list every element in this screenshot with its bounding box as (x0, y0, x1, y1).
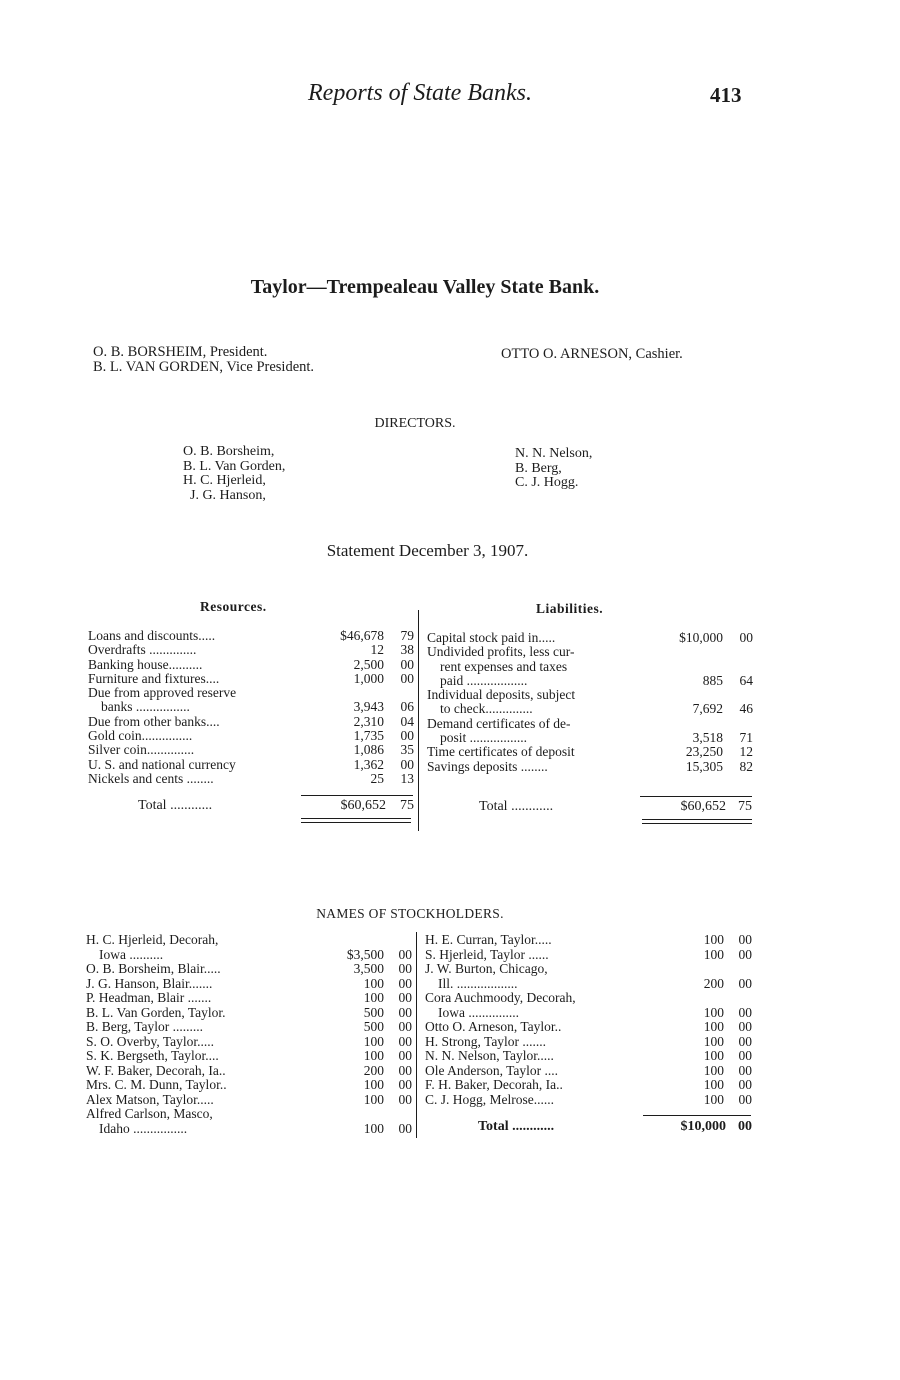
liability-row (427, 645, 753, 659)
director-name: C. J. Hogg. (515, 475, 579, 490)
liability-row-dollars: 23,250 (685, 744, 723, 760)
resource-row (88, 658, 414, 672)
stockholder-row (425, 991, 752, 1006)
stockholder-row-label: Cora Auchmoody, Decorah, (425, 991, 576, 1005)
resource-row-label: U. S. and national currency (88, 757, 236, 772)
stockholder-row-cents: 00 (738, 1091, 752, 1107)
resource-row-dollars: 1,735 (353, 728, 384, 744)
stockholder-row (86, 1064, 412, 1079)
stockholder-row-dollars: 100 (703, 1033, 724, 1049)
liability-row (427, 688, 753, 702)
stockholder-row (425, 1049, 752, 1064)
resources-total-dollars: $60,652 (340, 798, 386, 813)
stockholder-row-label: S. K. Bergseth, Taylor.... (86, 1049, 219, 1063)
resource-row-cents: 00 (400, 728, 414, 744)
stockholder-row-label: Ole Anderson, Taylor .... (425, 1063, 559, 1078)
liability-row-cents: 64 (739, 672, 753, 688)
liability-row-label: Individual deposits, subject (427, 688, 576, 703)
director-name: J. G. Hanson, (190, 487, 266, 503)
stockholder-row-label: F. H. Baker, Decorah, Ia.. (425, 1078, 563, 1092)
resource-row-dollars: 1,086 (353, 742, 384, 758)
stockholders-title: NAMES OF STOCKHOLDERS. (316, 906, 504, 921)
director-name: B. Berg, (515, 460, 562, 476)
resources-total-rule (301, 795, 413, 796)
stockholder-row-label: Iowa .......... (99, 947, 164, 962)
liability-row-dollars: 7,692 (692, 701, 723, 717)
stockholder-row (86, 1006, 412, 1021)
resources-total-double-rule (301, 818, 411, 823)
stockholder-row-cents: 00 (398, 1091, 412, 1107)
liability-row-dollars: 3,518 (692, 730, 723, 746)
resource-row (88, 686, 414, 700)
resource-row-cents (384, 686, 414, 700)
stockholder-row-dollars (651, 962, 724, 977)
stockholder-row-label: S. O. Overby, Taylor..... (86, 1034, 215, 1049)
directors-left-list (183, 445, 285, 503)
stockholder-row-cents: 00 (398, 946, 412, 962)
stockholder-row-dollars: 200 (363, 1062, 384, 1078)
liability-row (427, 702, 753, 716)
stockholder-row-label: P. Headman, Blair ....... (86, 991, 212, 1005)
resource-row-dollars: $46,678 (340, 628, 384, 643)
stockholder-row-label: J. G. Hanson, Blair....... (86, 976, 213, 991)
liability-row-dollars: 885 (702, 672, 723, 688)
stockholder-row-cents: 00 (398, 1048, 412, 1063)
liability-row-label: Capital stock paid in..... (427, 631, 556, 645)
stockholder-row-cents (384, 1107, 412, 1122)
stockholder-row-cents (724, 991, 752, 1006)
resource-row-label: Overdrafts .............. (88, 643, 197, 658)
stockholder-row-cents: 00 (738, 1062, 752, 1078)
resource-row-label: Due from approved reserve (88, 686, 237, 701)
liability-row-dollars: 15,305 (685, 758, 723, 774)
stockholder-row-dollars: $3,500 (346, 946, 384, 962)
stockholder-row (86, 1020, 412, 1035)
stockholder-row (425, 933, 752, 948)
liabilities-total-cents: 75 (738, 799, 752, 814)
liability-row-label: Time certificates of deposit (427, 745, 575, 760)
stockholder-row (86, 1093, 412, 1108)
stockholders-total-cents: 00 (738, 1119, 752, 1134)
liability-row-cents (723, 660, 753, 674)
liability-row-label: posit ................. (440, 731, 528, 746)
stockholder-row-dollars: 500 (363, 1019, 384, 1034)
stockholder-row-cents: 00 (398, 961, 412, 976)
running-title: Reports of State Banks. (308, 80, 532, 106)
liabilities-total-rule (640, 796, 752, 797)
stockholder-row-label: Iowa ............... (438, 1005, 519, 1020)
stockholder-row-dollars: 100 (363, 990, 384, 1005)
stockholder-row (86, 948, 412, 963)
stockholder-row-dollars: 100 (703, 932, 724, 947)
stockholder-row-cents: 00 (398, 1004, 412, 1020)
stockholder-row-cents: 00 (738, 932, 752, 947)
liability-row (427, 717, 753, 731)
resources-total-label: Total ............ (138, 798, 213, 813)
director-name: B. L. Van Gorden, (183, 458, 286, 474)
resource-row-cents: 00 (400, 656, 414, 672)
liability-row-label: to check.............. (440, 702, 533, 717)
liability-row-cents (723, 688, 753, 702)
stockholder-row-dollars: 100 (363, 975, 384, 991)
liability-row-label: Demand certificates of de- (427, 716, 571, 731)
resource-row-dollars (310, 686, 384, 700)
stockholder-row (86, 1035, 412, 1050)
stockholder-row-label: Mrs. C. M. Dunn, Taylor.. (86, 1078, 227, 1092)
stockholders-total-label: Total ............ (478, 1119, 555, 1134)
liability-row-label: Savings deposits ........ (427, 759, 548, 774)
liability-row-cents: 71 (739, 730, 753, 746)
stockholder-row (425, 1006, 752, 1021)
liability-row-cents: 12 (739, 744, 753, 760)
stockholder-row-cents: 00 (398, 990, 412, 1005)
stockholder-row-dollars: 100 (703, 1091, 724, 1107)
resource-row-cents: 38 (400, 642, 414, 658)
stockholder-row-cents: 00 (738, 975, 752, 991)
resource-row-cents: 00 (400, 756, 414, 772)
liability-row (427, 731, 753, 745)
resource-row (88, 672, 414, 686)
statement-title: Statement December 3, 1907. (326, 541, 529, 560)
resource-row-dollars: 1,362 (353, 756, 384, 772)
resource-row (88, 729, 414, 743)
resource-row (88, 772, 414, 786)
liabilities-total-dollars: $60,652 (680, 799, 726, 814)
liability-row-cents (723, 717, 753, 731)
liability-row-dollars (653, 660, 723, 674)
stockholder-row-cents: 00 (738, 1077, 752, 1092)
stockholder-row-label: B. Berg, Taylor ......... (86, 1020, 204, 1034)
liability-row-cents (723, 645, 753, 659)
stockholder-row-label: W. F. Baker, Decorah, Ia.. (86, 1063, 226, 1078)
stockholder-row (425, 948, 752, 963)
vice-president-line: B. L. VAN GORDEN, Vice President. (93, 359, 315, 375)
director-name: O. B. Borsheim, (183, 444, 275, 459)
resource-row-dollars: 2,310 (353, 713, 384, 729)
stockholders-left-table (86, 933, 412, 1136)
stockholder-row-cents (724, 962, 752, 977)
resource-row-dollars: 25 (370, 770, 384, 786)
liability-row-cents: 46 (739, 701, 753, 717)
stockholder-row (425, 1020, 752, 1035)
stockholder-row (86, 1049, 412, 1064)
resource-row-label: Furniture and fixtures.... (88, 671, 220, 686)
stockholder-row-cents: 00 (738, 1004, 752, 1020)
stockholder-row-label: H. C. Hjerleid, Decorah, (86, 933, 219, 947)
resource-row-label: Due from other banks.... (88, 714, 220, 729)
stockholder-row-label: O. B. Borsheim, Blair..... (86, 962, 221, 976)
stockholders-total-dollars: $10,000 (680, 1119, 726, 1134)
stockholder-row-label: J. W. Burton, Chicago, (425, 962, 548, 976)
liability-row-dollars (653, 645, 723, 659)
president-line: O. B. BORSHEIM, President. (93, 344, 268, 360)
stockholder-row-dollars (308, 933, 384, 948)
liability-row-cents: 00 (739, 630, 753, 645)
stockholder-row-dollars: 100 (703, 1077, 724, 1092)
stockholder-row (86, 991, 412, 1006)
director-name: N. N. Nelson, (515, 446, 593, 461)
liability-row-label: rent expenses and taxes (440, 659, 568, 674)
stockholder-row-dollars: 100 (703, 1062, 724, 1078)
stockholder-row-dollars (308, 1107, 384, 1122)
resource-row-label: Silver coin.............. (88, 743, 195, 758)
stockholder-row-label: Otto O. Arneson, Taylor.. (425, 1020, 562, 1034)
stockholder-row-dollars: 100 (363, 1091, 384, 1107)
page-number: 413 (710, 83, 742, 107)
stockholder-row-dollars: 100 (703, 1019, 724, 1034)
resource-row-dollars: 12 (370, 642, 384, 658)
resource-row (88, 743, 414, 757)
stockholder-row (86, 1122, 412, 1137)
resource-row-label: banks ................ (101, 700, 190, 715)
stockholder-row-dollars: 100 (703, 1048, 724, 1063)
stockholder-row (425, 1093, 752, 1108)
liability-row (427, 674, 753, 688)
liability-row (427, 660, 753, 674)
resource-row-label: Gold coin............... (88, 729, 193, 744)
stockholder-row-dollars (651, 991, 724, 1006)
stockholder-row-dollars: 100 (703, 1004, 724, 1020)
stockholder-row (425, 977, 752, 992)
statement-column-divider (418, 610, 419, 831)
stockholder-row-cents: 00 (738, 1048, 752, 1063)
resource-row-label: Nickels and cents ........ (88, 771, 214, 786)
stockholder-row (425, 1035, 752, 1050)
stockholder-row-label: N. N. Nelson, Taylor..... (425, 1049, 554, 1063)
stockholders-right-table (425, 933, 752, 1107)
liability-row-cents: 82 (739, 758, 753, 774)
stockholders-column-divider (416, 932, 417, 1138)
resource-row-cents: 06 (400, 699, 414, 715)
resources-table (88, 629, 414, 786)
resource-row (88, 758, 414, 772)
resource-row-dollars: 1,000 (353, 670, 384, 686)
liabilities-heading: Liabilities. (536, 601, 604, 616)
bank-title: Taylor—Trempealeau Valley State Bank. (250, 276, 600, 298)
resources-total-cents: 75 (400, 798, 414, 813)
liability-row (427, 760, 753, 774)
resource-row-label: Banking house.......... (88, 657, 203, 672)
stockholder-row-label: Ill. .................. (438, 976, 518, 991)
liability-row (427, 745, 753, 759)
liability-row-dollars (653, 717, 723, 731)
liability-row-dollars: $10,000 (679, 630, 723, 645)
stockholder-row-cents: 00 (738, 1019, 752, 1034)
resource-row-dollars: 3,943 (353, 699, 384, 715)
stockholder-row (86, 1078, 412, 1093)
stockholder-row-label: Alfred Carlson, Masco, (86, 1107, 213, 1121)
stockholder-row-cents: 00 (398, 1062, 412, 1078)
liabilities-table (427, 631, 753, 774)
stockholder-row (425, 1078, 752, 1093)
stockholder-row-label: Alex Matson, Taylor..... (86, 1092, 214, 1107)
stockholder-row-label: B. L. Van Gorden, Taylor. (86, 1005, 226, 1020)
stockholder-row-dollars: 3,500 (353, 961, 384, 976)
stockholder-row-dollars: 100 (703, 946, 724, 962)
stockholder-row-cents: 00 (398, 1019, 412, 1034)
liabilities-total-double-rule (642, 819, 752, 824)
liabilities-total-label: Total ............ (479, 799, 554, 814)
director-name: H. C. Hjerleid, (183, 473, 266, 488)
stockholder-row (86, 962, 412, 977)
stockholder-row (425, 1064, 752, 1079)
stockholders-total-rule (643, 1115, 751, 1116)
stockholder-row-dollars: 100 (363, 1077, 384, 1092)
stockholder-row (86, 933, 412, 948)
resource-row-dollars: 2,500 (353, 656, 384, 672)
stockholder-row-label: C. J. Hogg, Melrose...... (425, 1092, 554, 1107)
stockholder-row-cents: 00 (738, 1033, 752, 1049)
stockholder-row-label: S. Hjerleid, Taylor ...... (425, 947, 549, 962)
liability-row-dollars (653, 688, 723, 702)
resource-row-cents: 04 (400, 713, 414, 729)
stockholder-row-dollars: 500 (363, 1004, 384, 1020)
stockholder-row-cents: 00 (738, 946, 752, 962)
stockholder-row-cents: 00 (398, 1033, 412, 1049)
stockholder-row-label: H. E. Curran, Taylor..... (425, 933, 552, 947)
stockholder-row-cents (384, 933, 412, 948)
stockholder-row (86, 1107, 412, 1122)
resource-row (88, 643, 414, 657)
stockholder-row (86, 977, 412, 992)
directors-right-list (515, 447, 592, 491)
liability-row-label: paid .................. (440, 673, 528, 688)
resource-row (88, 700, 414, 714)
liability-row (427, 631, 753, 645)
stockholder-row-dollars: 100 (363, 1120, 384, 1136)
stockholder-row-dollars: 100 (363, 1033, 384, 1049)
stockholder-row-label: H. Strong, Taylor ....... (425, 1034, 547, 1049)
stockholder-row-dollars: 200 (703, 975, 724, 991)
resource-row-cents: 00 (400, 670, 414, 686)
resource-row-cents: 79 (400, 628, 414, 643)
directors-title: DIRECTORS. (374, 416, 456, 431)
resource-row-cents: 13 (400, 770, 414, 786)
stockholder-row-cents: 00 (398, 975, 412, 991)
resource-row (88, 629, 414, 643)
resource-row (88, 715, 414, 729)
stockholder-row-label: Idaho ................ (99, 1121, 188, 1136)
stockholder-row-dollars: 100 (363, 1048, 384, 1063)
liability-row-label: Undivided profits, less cur- (427, 645, 575, 660)
cashier-line: OTTO O. ARNESON, Cashier. (501, 346, 683, 362)
resources-heading: Resources. (200, 599, 267, 614)
resource-row-cents: 35 (400, 742, 414, 758)
stockholder-row-cents: 00 (398, 1120, 412, 1136)
stockholder-row (425, 962, 752, 977)
stockholder-row-cents: 00 (398, 1077, 412, 1092)
resource-row-label: Loans and discounts..... (88, 629, 216, 643)
